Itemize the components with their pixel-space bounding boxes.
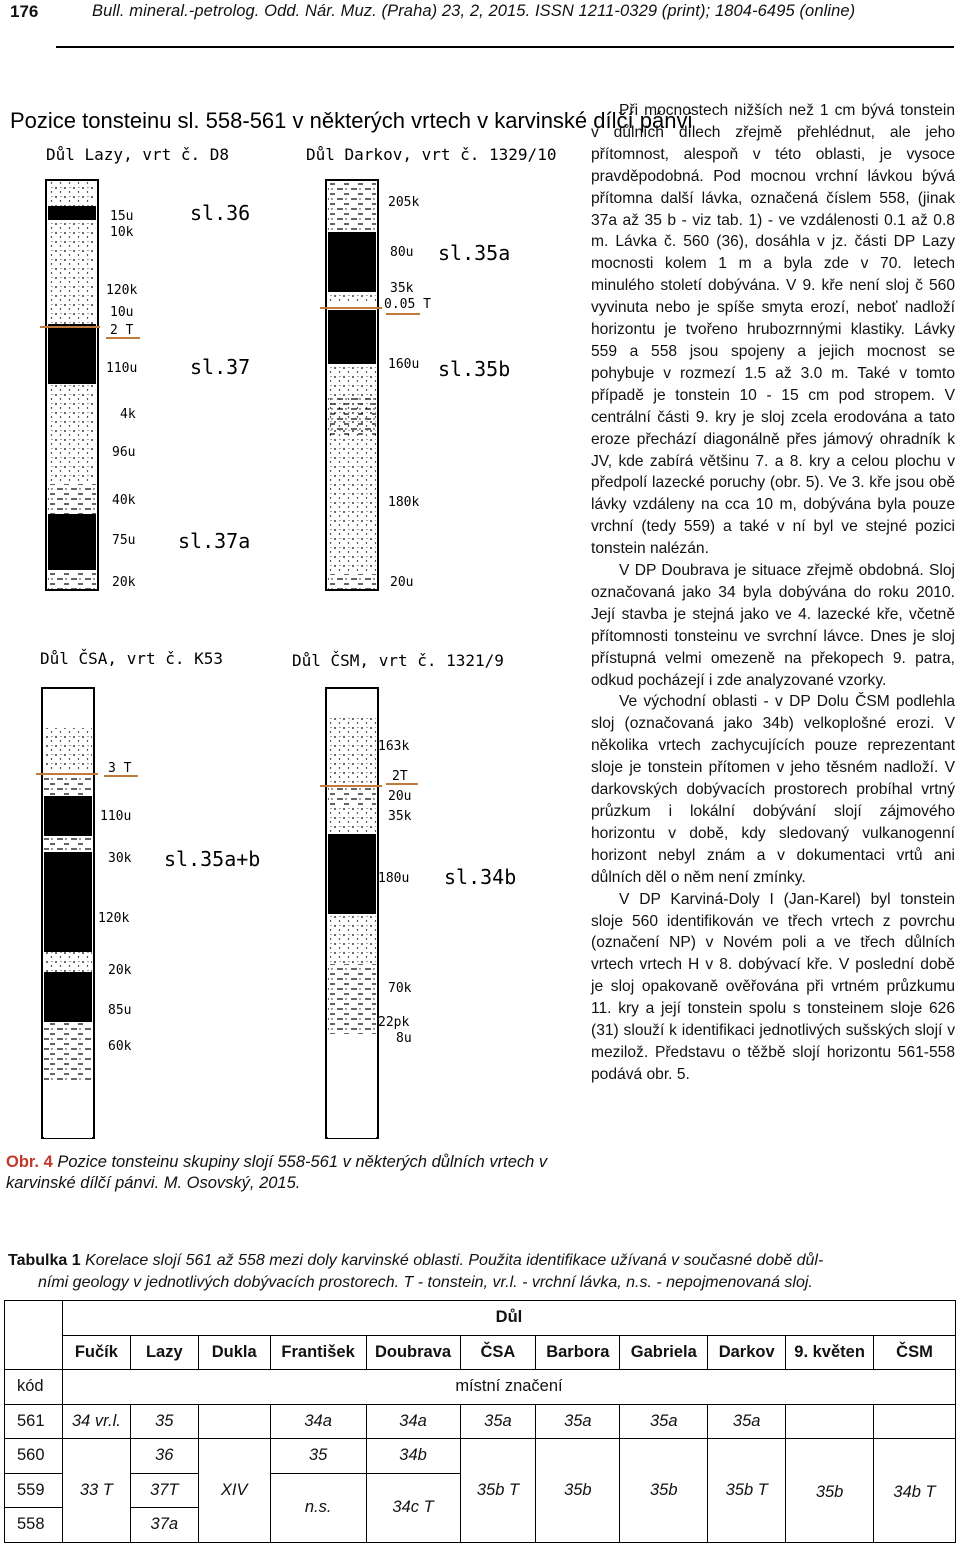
depth-label: 120k — [98, 911, 130, 926]
mistni-znaceni-label: místní značení — [62, 1370, 955, 1405]
seam-label: sl.35a+b — [164, 847, 261, 871]
seam-label: sl.35b — [438, 357, 511, 381]
depth-label: 30k — [108, 851, 132, 866]
table-cell: 35b — [620, 1439, 708, 1543]
table-row — [5, 1404, 956, 1439]
depth-label: 35k — [388, 809, 412, 824]
table-cell: 37T — [130, 1473, 198, 1508]
seam-label: sl.36 — [190, 201, 251, 225]
corner-cell — [5, 1301, 63, 1370]
seam-label: sl.37a — [178, 529, 251, 553]
depth-label: 80u — [390, 245, 414, 260]
depth-label: 20u — [388, 789, 412, 804]
table-caption-line2: ními geology v jednotlivých dobývacích prostorech. T - tonstein, vr.l. - vrchní lávka, n.s. - nepojmenovaná sloj. — [38, 1274, 813, 1291]
borehole-column-darkov — [320, 180, 382, 590]
table-cell: 36 — [130, 1439, 198, 1474]
depth-label: 60k — [108, 1039, 132, 1054]
depth-label: 10u — [110, 305, 134, 320]
depth-label: 10k — [110, 225, 134, 240]
figure-4 — [0, 96, 693, 1206]
depth-label: 205k — [388, 195, 420, 210]
table-cell: 35b — [536, 1439, 620, 1543]
page-number: 176 — [10, 2, 39, 21]
depth-label: 75u — [112, 533, 136, 548]
depth-label: 160u — [388, 357, 420, 372]
table-cell: 35 — [130, 1404, 198, 1439]
mine-header: Lazy — [130, 1335, 198, 1370]
table-cell: 34c T — [366, 1473, 460, 1542]
mine-header: Dukla — [198, 1335, 270, 1370]
code-cell: 560 — [5, 1439, 63, 1474]
table-cell: n.s. — [270, 1473, 366, 1542]
table-cell: 35b T — [708, 1439, 786, 1543]
mine-header: František — [270, 1335, 366, 1370]
article-body — [591, 100, 955, 1086]
journal-reference: Bull. mineral.-petrolog. Odd. Nár. Muz. (Praha) 23, 2, 2015. ISSN 1211-0329 (print); 1804-6495 (online) — [92, 2, 856, 20]
table-cell: 35a — [460, 1404, 536, 1439]
table-cell: 34 vr.l. — [62, 1404, 130, 1439]
table-cell: 33 T — [62, 1439, 130, 1543]
table-caption-label: Tabulka 1 — [8, 1252, 81, 1269]
figure-title: Pozice tonsteinu sl. 558-561 v některých vrtech v karvinské dílčí pánvi — [10, 108, 693, 133]
header-rule — [56, 46, 954, 48]
paragraph: V DP Karviná-Doly I (Jan-Karel) byl tonstein sloje 560 identifikován ve třech vrtech z povrchu (označení NP) v Novém poli a ve třech důlních vrtech vrtech H v 8. dobývací kře. V poslední době je sloj opakovaně ověřována při vrtném průzkumu 11. kry a její tonstein spolu s tonsteinem sloje 626 (31) slouží k identifikaci jednotlivých sušských slojí v mezilož. Představu o těžbě slojí horizontu 561-558 podává obr. 5. — [591, 890, 955, 1083]
table-cell: 35b — [786, 1439, 874, 1543]
correlation-table — [4, 1300, 956, 1543]
column-title-csm: Důl ČSM, vrt č. 1321/9 — [292, 651, 504, 670]
depth-label: 120k — [106, 283, 138, 298]
column-title-darkov: Důl Darkov, vrt č. 1329/10 — [306, 145, 557, 164]
depth-label: 163k — [378, 739, 410, 754]
column-title-lazy: Důl Lazy, vrt č. D8 — [46, 145, 230, 164]
paragraph: Ve východní oblasti - v DP Dolu ČSM podlehla sloj (označovaná jako 34b) velkoplošné erozi. V několika vrtech zachycujících pouze reprezentant sloje je tonstein přítomen v jeho těsném nadloží. V darkovských dobývacích prostorech probíhal vrtný průzkum i lokální dobývání slojí zájmového horizontu v době, kdy sledovaný vulkanogenní horizont nebyl znám a v dokumentaci vrtů ani důlních děl o něm není zmínky. — [591, 693, 955, 886]
depth-label: 2T — [392, 769, 408, 784]
table-cell: 35a — [620, 1404, 708, 1439]
depth-label: 0.05 T — [384, 297, 431, 312]
depth-label: 70k — [388, 981, 412, 996]
mine-header: Fučík — [62, 1335, 130, 1370]
mine-header: 9. květen — [786, 1335, 874, 1370]
mine-header: Darkov — [708, 1335, 786, 1370]
table-cell: 34b T — [874, 1439, 956, 1543]
table-cell: 35 — [270, 1439, 366, 1474]
mine-header: Doubrava — [366, 1335, 460, 1370]
depth-label: 96u — [112, 445, 136, 460]
table-cell: 34a — [270, 1404, 366, 1439]
depth-label: 22pk — [378, 1015, 410, 1030]
table-cell — [786, 1404, 874, 1439]
table-cell: XIV — [198, 1439, 270, 1543]
table-cell: 35a — [708, 1404, 786, 1439]
code-cell: 558 — [5, 1508, 63, 1543]
depth-label: 110u — [100, 809, 132, 824]
depth-label: 2 T — [110, 323, 134, 338]
table-cell: 34b — [366, 1439, 460, 1474]
table-cell: 34a — [366, 1404, 460, 1439]
paragraph: V DP Doubrava je situace zřejmě obdobná. Sloj označovaná jako 34 byla dobývána do roku 2010. Její stavba je stejná jako ve 4. lazecké kře, včetně přítomnosti tonsteinu ve svrchní lávce. Dnes je sloj přístupná velmi omezeně na překopech 9. patra, odkud pocházejí i zde analyzované vzorky. — [591, 562, 955, 689]
code-cell: 559 — [5, 1473, 63, 1508]
figure-caption-text: Pozice tonsteinu skupiny slojí 558-561 v některých důlních vrtech v karvinské dílčí pánvi. M. Osovský, 2015. — [6, 1153, 548, 1192]
mine-header: ČSA — [460, 1335, 536, 1370]
mine-header: Gabriela — [620, 1335, 708, 1370]
depth-label: 85u — [108, 1003, 132, 1018]
table-cell — [198, 1404, 270, 1439]
borehole-column-lazy — [40, 180, 100, 590]
depth-label: 20k — [112, 575, 136, 590]
figure-caption-label: Obr. 4 — [6, 1153, 53, 1171]
table-cell: 35a — [536, 1404, 620, 1439]
table-cell — [874, 1404, 956, 1439]
mine-header: Barbora — [536, 1335, 620, 1370]
kod-label: kód — [5, 1370, 63, 1405]
seam-label: sl.37 — [190, 355, 251, 379]
table-caption — [8, 1250, 954, 1294]
borehole-figure — [0, 96, 693, 1146]
table-cell: 37a — [130, 1508, 198, 1543]
depth-label: 3 T — [108, 761, 132, 776]
depth-label: 35k — [390, 281, 414, 296]
depth-label: 8u — [396, 1031, 412, 1046]
seam-label: sl.35a — [438, 241, 511, 265]
seam-label: sl.34b — [444, 865, 517, 889]
depth-label: 20u — [390, 575, 414, 590]
paragraph: Při mocnostech nižších než 1 cm bývá tonstein v důlních dílech zřejmě přehlédnut, ale jeho přítomnost, alespoň v této oblasti, je vysoce pravděpodobná. Pod mocnou vrchní lávkou bývá přítomna další lávka, označená číslem 558, (jinak 37a až 35 b - viz tab. 1) - ve vzdálenosti 0.1 až 0.8 m. Lávka č. 560 (36), dosáhla v jz. části DP Lazy mocnosti kolem 1 m a byla zde v 70. letech minulého století dobývána. V 9. kře není sloj č 560 vyvinuta nebo je spíše smyta erozí, neboť nadloží horizontu je tvořeno hrubozrnnými klastiky. Lávky 559 a 558 jsou spojeny a jejich mocnost se pohybuje v rozmezí 1.5 až 3.0 m. Také v tomto případě je tonstein 10 - 15 cm pod stropem. V centrální části 9. kry je sloj zcela erodována a tato eroze přechází diagonálně přes jámový ohradník k JV, kde zabírá většinu 7. a 8. kry a celou plochu v předpolí lazecké poruchy (obr. 5). Ve 3. kře jsou obě lávky vzdáleny na cca 10 m, dobývána byla pouze vrchní (tedy 559) a také v ní byl ve stejné pozici tonstein nalézán. — [591, 102, 955, 558]
code-cell: 561 — [5, 1404, 63, 1439]
borehole-column-csm — [320, 688, 382, 1138]
depth-label: 20k — [108, 963, 132, 978]
depth-label: 180u — [378, 871, 410, 886]
group-header-dul: Důl — [62, 1301, 955, 1336]
depth-label: 180k — [388, 495, 420, 510]
depth-label: 15u — [110, 209, 134, 224]
figure-caption — [6, 1152, 586, 1194]
borehole-column-csa — [36, 688, 98, 1138]
mine-header: ČSM — [874, 1335, 956, 1370]
depth-label: 4k — [120, 407, 136, 422]
page-header — [0, 0, 960, 46]
table-row — [5, 1439, 956, 1474]
column-title-csa: Důl ČSA, vrt č. K53 — [40, 649, 224, 668]
table-caption-line1: Korelace slojí 561 až 558 mezi doly karvinské oblasti. Použita identifikace užívaná v současné době důl- — [80, 1252, 824, 1269]
depth-label: 110u — [106, 361, 138, 376]
depth-label: 40k — [112, 493, 136, 508]
table-cell: 35b T — [460, 1439, 536, 1543]
